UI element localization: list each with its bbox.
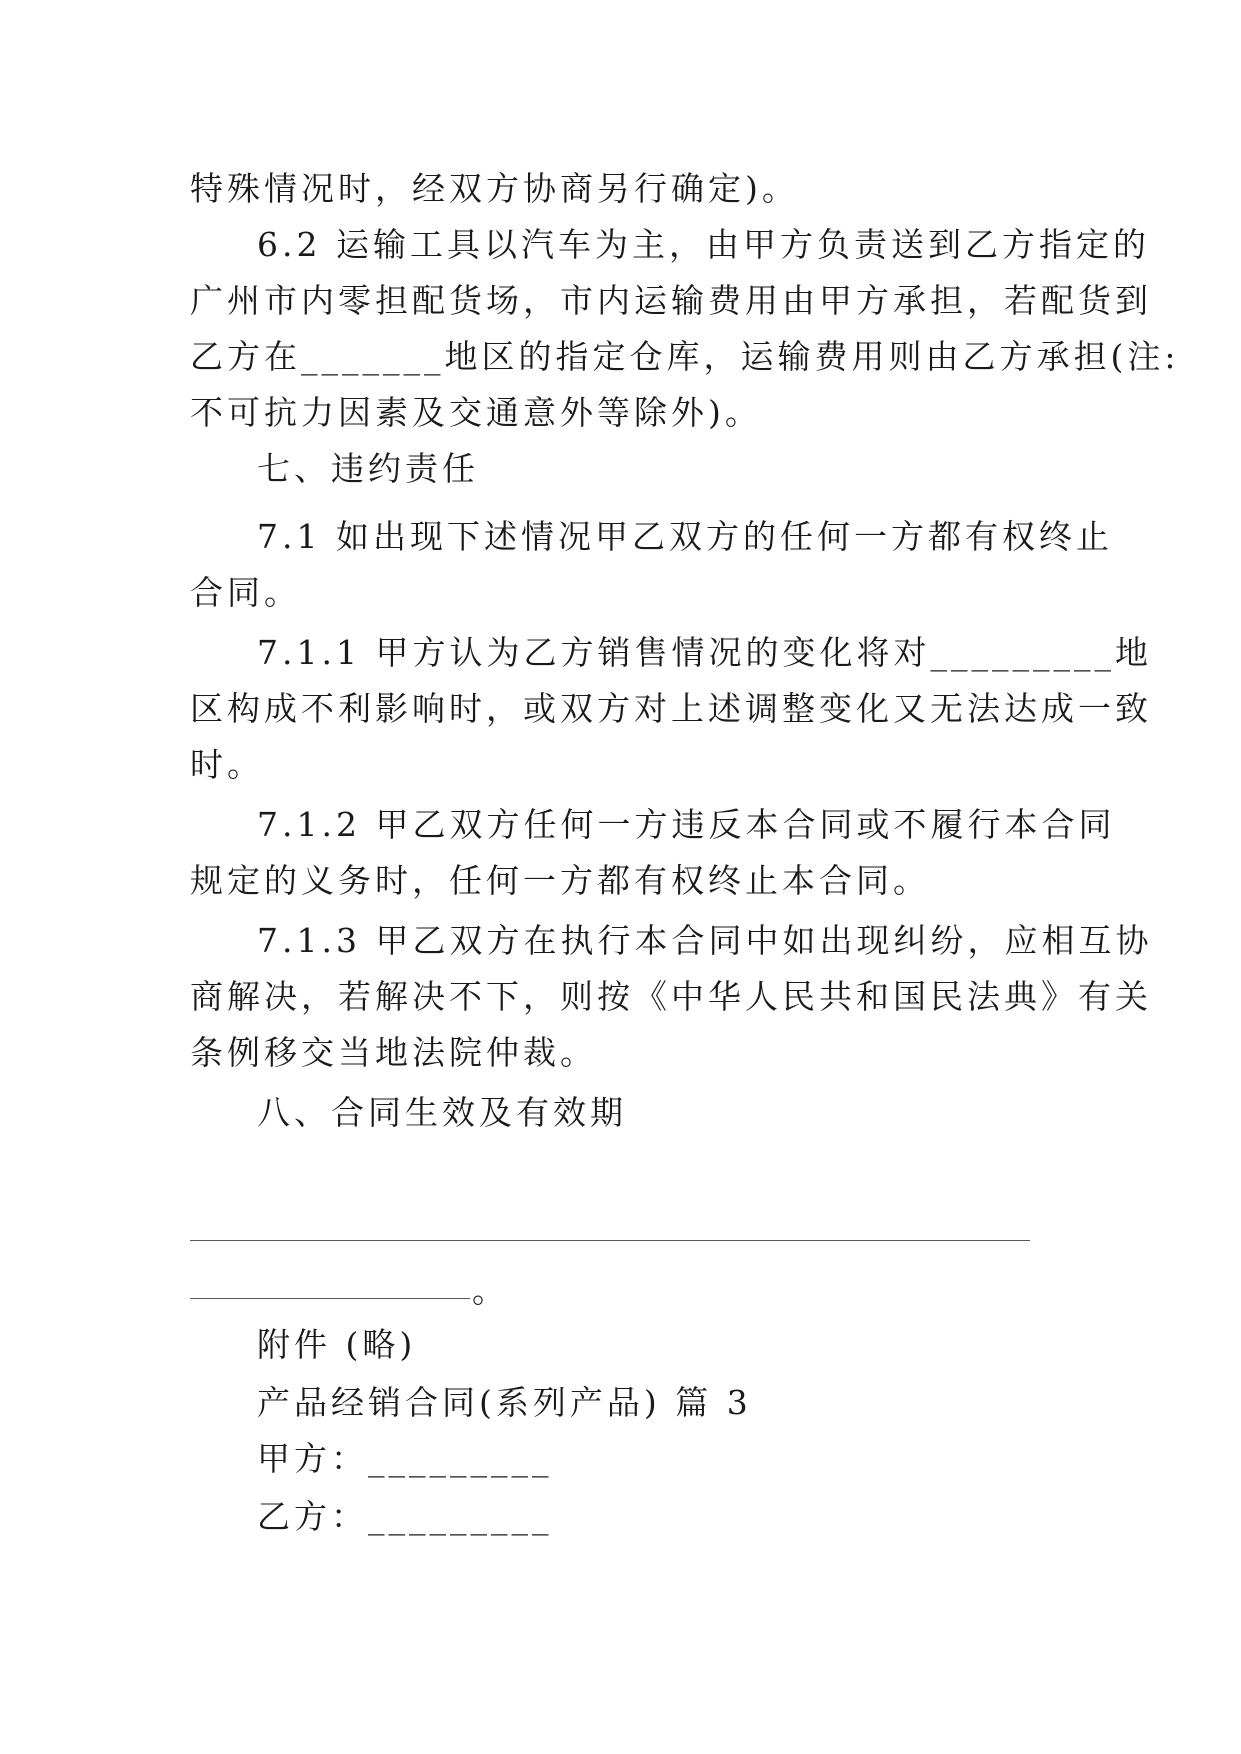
text-line: 条例移交当地法院仲裁。 bbox=[190, 1033, 597, 1072]
text-line: 区构成不利影响时，或双方对上述调整变化又无法达成一致 bbox=[190, 689, 1152, 728]
party-b-line: 乙方：_________ bbox=[257, 1497, 553, 1536]
text-line: 特殊情况时，经双方协商另行确定)。 bbox=[190, 169, 799, 208]
text-line: 不可抗力因素及交通意外等除外)。 bbox=[190, 393, 762, 432]
text-line: 7.1.2 甲乙双方任何一方违反本合同或不履行本合同 bbox=[257, 805, 1116, 844]
text-line: 乙方在_______地区的指定仓库，运输费用则由乙方承担(注: bbox=[190, 337, 1180, 376]
text-line: 合同。 bbox=[190, 573, 301, 612]
text-line: 规定的义务时，任何一方都有权终止本合同。 bbox=[190, 861, 930, 900]
text-line: 6.2 运输工具以汽车为主，由甲方负责送到乙方指定的 bbox=[257, 225, 1150, 264]
section-heading: 七、违约责任 bbox=[257, 449, 479, 488]
section-heading: 八、合同生效及有效期 bbox=[257, 1093, 627, 1132]
blank-fill-line bbox=[190, 1240, 1030, 1241]
text-line: 商解决，若解决不下，则按《中华人民共和国民法典》有关 bbox=[190, 977, 1152, 1016]
blank-end-mark: 。 bbox=[472, 1271, 505, 1310]
text-line: 广州市内零担配货场，市内运输费用由甲方承担，若配货到 bbox=[190, 281, 1152, 320]
blank-fill-line bbox=[190, 1298, 470, 1299]
text-line: 7.1.1 甲方认为乙方销售情况的变化将对_________地 bbox=[257, 633, 1152, 672]
text-line: 7.1 如出现下述情况甲乙双方的任何一方都有权终止 bbox=[257, 517, 1113, 556]
attachment-note: 附件 (略) bbox=[257, 1325, 417, 1364]
party-a-line: 甲方：_________ bbox=[257, 1439, 553, 1478]
text-line: 7.1.3 甲乙双方在执行本合同中如出现纠纷，应相互协 bbox=[257, 921, 1153, 960]
contract-title: 产品经销合同(系列产品) 篇 3 bbox=[257, 1383, 752, 1422]
text-line: 时。 bbox=[190, 745, 264, 784]
